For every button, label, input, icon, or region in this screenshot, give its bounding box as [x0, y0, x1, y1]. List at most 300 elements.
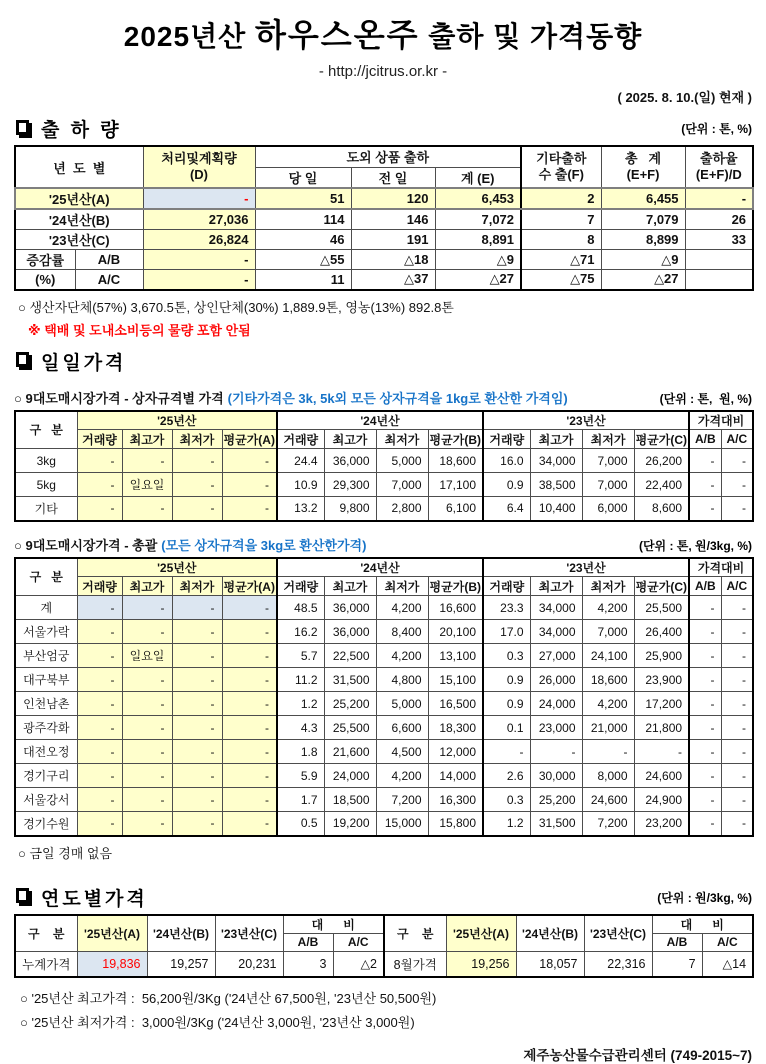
- cell: 34,000: [530, 596, 582, 620]
- section-title-daily-price: 일일가격: [41, 352, 127, 374]
- cell: 24,600: [582, 788, 634, 812]
- col-header-line: (E+F)/D: [695, 167, 742, 182]
- row-label: 5kg: [15, 473, 77, 497]
- table-row: [15, 764, 753, 788]
- cell: -: [172, 764, 222, 788]
- cell: 46: [255, 230, 351, 250]
- cell: 17.0: [483, 620, 530, 644]
- cell: 4,200: [582, 596, 634, 620]
- subsection-title: ○ 9대도매시장가격 - 상자규격별 가격: [14, 390, 224, 406]
- cell: 7,000: [582, 449, 634, 473]
- cell: -: [122, 716, 172, 740]
- col-header-gubun: 구 분: [15, 558, 77, 596]
- cell: -: [77, 449, 122, 473]
- cell: 4,200: [376, 764, 428, 788]
- cell: 16,500: [428, 692, 483, 716]
- cell: -: [222, 596, 277, 620]
- cell: -: [122, 692, 172, 716]
- cell: 18,057: [516, 951, 584, 977]
- unit-label-yearly: (단위 : 원/3kg, %): [657, 890, 752, 905]
- cell: -: [122, 449, 172, 473]
- col-header-ac: A/C: [702, 933, 753, 951]
- row-label: 대전오정: [15, 740, 77, 764]
- price-by-size-table: [14, 410, 754, 522]
- cell: 16,600: [428, 596, 483, 620]
- cell: 0.1: [483, 716, 530, 740]
- cell: 24,000: [324, 764, 376, 788]
- cell: 0.9: [483, 692, 530, 716]
- cell: [685, 270, 753, 290]
- cell: -: [721, 692, 753, 716]
- table-row: [15, 620, 753, 644]
- cell: 27,000: [530, 644, 582, 668]
- cell: 23,000: [530, 716, 582, 740]
- cell: 23,200: [634, 812, 689, 836]
- site-url: - http://jcitrus.or.kr -: [318, 63, 448, 80]
- col-header-today: 당 일: [255, 167, 351, 188]
- cell: 12,000: [428, 740, 483, 764]
- cell: -: [689, 596, 721, 620]
- col-header-avg-a: 평균가(A): [222, 577, 277, 596]
- shipment-table: [14, 145, 754, 291]
- col-header-ab: A/B: [652, 933, 702, 951]
- row-label: 서울가락: [15, 620, 77, 644]
- row-label: (%): [15, 270, 75, 290]
- col-header-volume: 거래량: [277, 577, 324, 596]
- section-square-icon: [16, 352, 29, 367]
- cell: -: [172, 620, 222, 644]
- col-header-line: 기타출하: [536, 150, 587, 166]
- row-label: '24년산(B): [15, 209, 143, 230]
- no-auction-note: ○ 금일 경매 없음: [18, 845, 113, 861]
- cell: 26,824: [143, 230, 255, 250]
- cell: 7,072: [435, 209, 521, 230]
- cell: -: [172, 740, 222, 764]
- col-header-volume: 거래량: [483, 577, 530, 596]
- cell: -: [721, 644, 753, 668]
- price-by-size-rows: [15, 449, 753, 521]
- cell: -: [689, 644, 721, 668]
- row-label: 3kg: [15, 449, 77, 473]
- cell: 34,000: [530, 449, 582, 473]
- cell: 20,231: [215, 951, 283, 977]
- cell: 21,800: [634, 716, 689, 740]
- cell: 5.7: [277, 644, 324, 668]
- cell: 일요일: [122, 644, 172, 668]
- cell: 7,200: [376, 788, 428, 812]
- cell: -: [143, 250, 255, 270]
- col-header-volume: 거래량: [77, 430, 122, 449]
- col-header-total: [601, 146, 685, 188]
- cell: -: [143, 188, 255, 209]
- col-header-ab: A/B: [689, 430, 721, 449]
- cell: -: [689, 740, 721, 764]
- cell: 114: [255, 209, 351, 230]
- cell: 25,500: [324, 716, 376, 740]
- cell: 1.7: [277, 788, 324, 812]
- col-header-compare: 대 비: [283, 915, 384, 934]
- col-header-export: [521, 146, 601, 188]
- cell: 4,200: [376, 644, 428, 668]
- page-title: [14, 10, 752, 56]
- cell: -: [77, 668, 122, 692]
- col-header-low: 최저가: [582, 430, 634, 449]
- cell: -: [721, 497, 753, 521]
- cell: -: [77, 740, 122, 764]
- cell: 22,500: [324, 644, 376, 668]
- col-header-prevday: 전 일: [351, 167, 435, 188]
- row-sublabel: A/C: [75, 270, 143, 290]
- cell: -: [122, 497, 172, 521]
- cell: 191: [351, 230, 435, 250]
- cell: 0.5: [277, 812, 324, 836]
- subsection-note: (모든 상자규격을 3kg로 환산한가격): [161, 537, 367, 553]
- price-overall-rows: [15, 596, 753, 836]
- cell: 6,000: [582, 497, 634, 521]
- cell: 13,100: [428, 644, 483, 668]
- section-square-icon: [16, 120, 29, 135]
- cell: 10.9: [277, 473, 324, 497]
- cell: 8: [521, 230, 601, 250]
- cell: 4,200: [376, 596, 428, 620]
- subsection-title: ○ 9대도매시장가격 - 총괄: [14, 537, 158, 553]
- row-label: 부산엄궁: [15, 644, 77, 668]
- cell: 8,400: [376, 620, 428, 644]
- cell: -: [172, 788, 222, 812]
- cell: -: [222, 668, 277, 692]
- table-row: [15, 473, 753, 497]
- cell: 21,600: [324, 740, 376, 764]
- cell: 27,036: [143, 209, 255, 230]
- cell: -: [721, 668, 753, 692]
- cell: 25,200: [324, 692, 376, 716]
- cell: -: [721, 812, 753, 836]
- cell: -: [172, 449, 222, 473]
- cell: 18,300: [428, 716, 483, 740]
- cell: -: [77, 473, 122, 497]
- cell: 5,000: [376, 449, 428, 473]
- cell: 26: [685, 209, 753, 230]
- cell: 6,100: [428, 497, 483, 521]
- cell: △2: [333, 951, 384, 977]
- cell: 30,000: [530, 764, 582, 788]
- cell: 36,000: [324, 449, 376, 473]
- cell: 17,100: [428, 473, 483, 497]
- row-label: 광주각화: [15, 716, 77, 740]
- price-overall-table: [14, 557, 754, 837]
- col-header-y25: '25년산: [77, 411, 277, 430]
- cell: -: [77, 692, 122, 716]
- cell: -: [122, 620, 172, 644]
- col-header-y24b: '24년산(B): [516, 915, 584, 952]
- table-row: [15, 230, 753, 250]
- cell: 10,400: [530, 497, 582, 521]
- cell: 16,300: [428, 788, 483, 812]
- cell: 7,200: [582, 812, 634, 836]
- col-header-plan: [143, 146, 255, 188]
- row-label: 증감률: [15, 250, 75, 270]
- cell: -: [689, 788, 721, 812]
- col-header-gubun: 구 분: [15, 411, 77, 449]
- cell: -: [530, 740, 582, 764]
- col-header-line: 처리및계획량: [161, 150, 237, 166]
- cell: -: [77, 788, 122, 812]
- cell: 22,400: [634, 473, 689, 497]
- cell: -: [222, 692, 277, 716]
- cell: 5,000: [376, 692, 428, 716]
- col-header-line: 총 계: [625, 150, 661, 166]
- col-header-low: 최저가: [582, 577, 634, 596]
- cell: 18,600: [582, 668, 634, 692]
- cell: -: [222, 449, 277, 473]
- cell: 19,836: [77, 951, 147, 977]
- cell: 26,200: [634, 449, 689, 473]
- cell: [685, 250, 753, 270]
- col-header-compare: 대 비: [652, 915, 753, 934]
- cell: -: [172, 473, 222, 497]
- cell: -: [122, 740, 172, 764]
- table-row: [15, 270, 753, 290]
- table-row: [15, 692, 753, 716]
- cell: 25,500: [634, 596, 689, 620]
- col-header-y23: '23년산: [483, 558, 689, 577]
- table-row: [15, 596, 753, 620]
- cell: -: [222, 812, 277, 836]
- cell: △9: [601, 250, 685, 270]
- cell: -: [721, 788, 753, 812]
- title-prefix: 2025년산: [123, 21, 255, 52]
- cell: △71: [521, 250, 601, 270]
- cell: △37: [351, 270, 435, 290]
- col-header-line: (E+F): [626, 167, 660, 182]
- cell: 24,900: [634, 788, 689, 812]
- col-header-high: 최고가: [122, 577, 172, 596]
- cell: -: [222, 740, 277, 764]
- cell: 7,000: [582, 473, 634, 497]
- col-header-high: 최고가: [122, 430, 172, 449]
- cell: -: [122, 812, 172, 836]
- cell: 29,300: [324, 473, 376, 497]
- col-header-y25: '25년산: [77, 558, 277, 577]
- cell: 9,800: [324, 497, 376, 521]
- cell: 36,000: [324, 620, 376, 644]
- cell: -: [222, 473, 277, 497]
- cell: △18: [351, 250, 435, 270]
- row-label: 8월가격: [384, 951, 446, 977]
- cell: -: [172, 497, 222, 521]
- cell: 6,455: [601, 188, 685, 209]
- table-row: [15, 209, 753, 230]
- cell: 2,800: [376, 497, 428, 521]
- row-label: 경기구리: [15, 764, 77, 788]
- unit-label-by-size: (단위 : 톤, 원, %): [659, 391, 752, 406]
- cell: 8,600: [634, 497, 689, 521]
- cell: 34,000: [530, 620, 582, 644]
- col-header-compare: 가격대비: [689, 558, 753, 577]
- col-header-line: (D): [189, 167, 209, 182]
- cell: 0.9: [483, 473, 530, 497]
- cell: 8,000: [582, 764, 634, 788]
- cell: 6,453: [435, 188, 521, 209]
- col-header-volume: 거래량: [483, 430, 530, 449]
- col-header-low: 최저가: [376, 430, 428, 449]
- row-sublabel: A/B: [75, 250, 143, 270]
- cell: 5.9: [277, 764, 324, 788]
- col-header-y23c: '23년산(C): [584, 915, 652, 952]
- cell: 17,200: [634, 692, 689, 716]
- cell: -: [172, 668, 222, 692]
- cell: 21,000: [582, 716, 634, 740]
- cell: -: [77, 716, 122, 740]
- section-title-yearly-price: 연도별가격: [41, 888, 148, 910]
- col-header-high: 최고가: [324, 577, 376, 596]
- cell: 11: [255, 270, 351, 290]
- col-header-low: 최저가: [172, 577, 222, 596]
- subsection-note: (기타가격은 3k, 5k외 모든 상자규격을 1kg로 환산한 가격임): [227, 390, 568, 406]
- col-header-avg-b: 평균가(B): [428, 430, 483, 449]
- cell: 26,400: [634, 620, 689, 644]
- cell: -: [582, 740, 634, 764]
- cell: 7,000: [376, 473, 428, 497]
- col-header-y24: '24년산: [277, 411, 483, 430]
- col-header-ac: A/C: [333, 933, 384, 951]
- cell: △14: [702, 951, 753, 977]
- cell: -: [77, 764, 122, 788]
- col-header-y23c: '23년산(C): [215, 915, 283, 952]
- cell: -: [77, 497, 122, 521]
- cell: 7: [652, 951, 702, 977]
- cell: -: [122, 764, 172, 788]
- yearly-price-table: [14, 914, 754, 979]
- cell: -: [222, 764, 277, 788]
- cell: △55: [255, 250, 351, 270]
- col-header-sum: 계 (E): [435, 167, 521, 188]
- col-header-avg-a: 평균가(A): [222, 430, 277, 449]
- cell: -: [689, 692, 721, 716]
- table-row: [15, 449, 753, 473]
- cell: 4,500: [376, 740, 428, 764]
- cell: 6.4: [483, 497, 530, 521]
- cell: -: [222, 620, 277, 644]
- cell: -: [77, 644, 122, 668]
- col-header-low: 최저가: [172, 430, 222, 449]
- cell: 120: [351, 188, 435, 209]
- section-header-yearly-price: [14, 884, 752, 911]
- row-label: 누계가격: [15, 951, 77, 977]
- cell: -: [689, 764, 721, 788]
- cell: 0.3: [483, 788, 530, 812]
- col-header-high: 최고가: [530, 577, 582, 596]
- cell: 19,257: [147, 951, 215, 977]
- cell: 11.2: [277, 668, 324, 692]
- cell: 48.5: [277, 596, 324, 620]
- cell: 1.8: [277, 740, 324, 764]
- cell: 7: [521, 209, 601, 230]
- col-header-y24: '24년산: [277, 558, 483, 577]
- col-header-high: 최고가: [530, 430, 582, 449]
- cell: 19,200: [324, 812, 376, 836]
- cell: 4,200: [582, 692, 634, 716]
- cell: -: [222, 788, 277, 812]
- min-price-note: ○ '25년산 최저가격 : 3,000원/3Kg ('24년산 3,000원, '23년산 3,000원): [20, 1015, 415, 1030]
- cell: -: [689, 497, 721, 521]
- row-label: '25년산(A): [15, 188, 143, 209]
- cell: -: [77, 596, 122, 620]
- col-header-y25a: '25년산(A): [446, 915, 516, 952]
- cell: -: [689, 473, 721, 497]
- section-header-daily-price: [14, 348, 752, 375]
- cell: 0.9: [483, 668, 530, 692]
- cell: -: [721, 716, 753, 740]
- cell: -: [172, 716, 222, 740]
- table-row: [15, 250, 753, 270]
- col-header-avg-b: 평균가(B): [428, 577, 483, 596]
- cell: 4.3: [277, 716, 324, 740]
- cell: 16.2: [277, 620, 324, 644]
- cell: -: [721, 449, 753, 473]
- cell: 15,100: [428, 668, 483, 692]
- row-label: 인천남촌: [15, 692, 77, 716]
- cell: -: [721, 596, 753, 620]
- cell: 24,600: [634, 764, 689, 788]
- cell: 24,100: [582, 644, 634, 668]
- col-header-rate: [685, 146, 753, 188]
- cell: 33: [685, 230, 753, 250]
- cell: -: [172, 596, 222, 620]
- cell: -: [689, 449, 721, 473]
- cell: -: [689, 812, 721, 836]
- cell: 23.3: [483, 596, 530, 620]
- table-row: [15, 668, 753, 692]
- cell: -: [721, 764, 753, 788]
- section-square-icon: [16, 888, 29, 903]
- cell: 0.3: [483, 644, 530, 668]
- section-header-shipment: [14, 115, 752, 142]
- cell: -: [172, 644, 222, 668]
- col-header-y25a: '25년산(A): [77, 915, 147, 952]
- cell: -: [689, 716, 721, 740]
- cell: -: [122, 788, 172, 812]
- col-header-line: 출하율: [699, 150, 738, 166]
- cell: -: [222, 497, 277, 521]
- cell: 31,500: [530, 812, 582, 836]
- cell: 31,500: [324, 668, 376, 692]
- cell: 20,100: [428, 620, 483, 644]
- cell: -: [77, 620, 122, 644]
- col-header-y24b: '24년산(B): [147, 915, 215, 952]
- title-suffix: 출하 및 가격동향: [419, 21, 643, 52]
- row-label: '23년산(C): [15, 230, 143, 250]
- row-label: 기타: [15, 497, 77, 521]
- unit-label-overall: (단위 : 톤, 원/3kg, %): [638, 538, 752, 553]
- col-header-y23: '23년산: [483, 411, 689, 430]
- table-row: [15, 497, 753, 521]
- cell: 7,000: [582, 620, 634, 644]
- col-header-compare: 가격대비: [689, 411, 753, 430]
- col-header-ac: A/C: [721, 577, 753, 596]
- cell: 8,899: [601, 230, 685, 250]
- cell: 2.6: [483, 764, 530, 788]
- cell: 26,000: [530, 668, 582, 692]
- table-row: [15, 812, 753, 836]
- cell: 24,000: [530, 692, 582, 716]
- producer-breakdown-note: ○ 생산자단체(57%) 3,670.5톤, 상인단체(30%) 1,889.9톤, 영농(13%) 892.8톤: [18, 299, 454, 315]
- cell: 3: [283, 951, 333, 977]
- cell: △75: [521, 270, 601, 290]
- cell: 24.4: [277, 449, 324, 473]
- cell: 22,316: [584, 951, 652, 977]
- cell: -: [483, 740, 530, 764]
